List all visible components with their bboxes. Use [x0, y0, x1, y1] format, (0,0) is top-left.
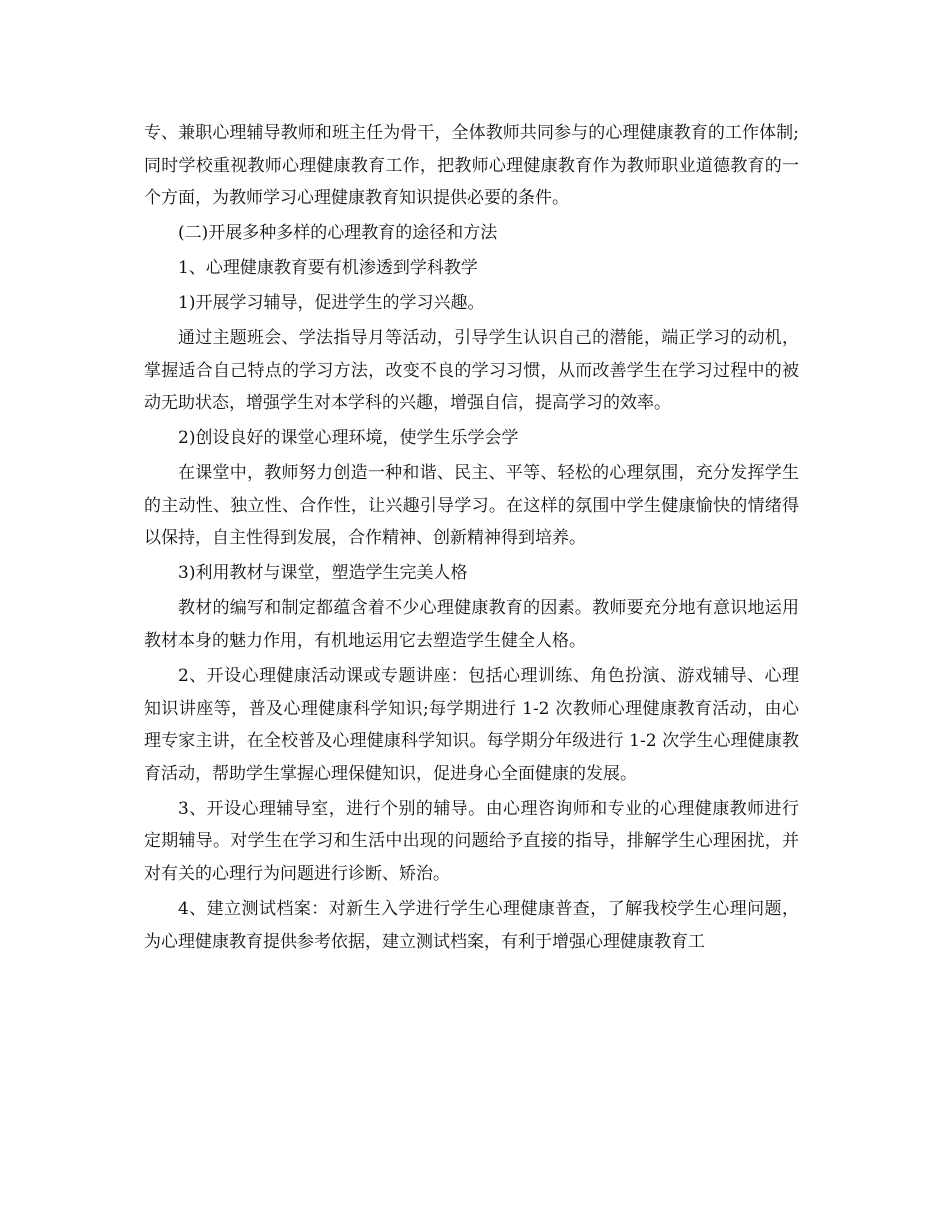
paragraph: 教材的编写和制定都蕴含着不少心理健康教育的因素。教师要充分地有意识地运用教材本身的魅力作用，有机地运用它去塑造学生健全人格。: [144, 598, 799, 652]
paragraph: 4、建立测试档案：对新生入学进行学生心理健康普查，了解我校学生心理问题，为心理健康教育提供参考依据，建立测试档案，有利于增强心理健康教育工: [144, 898, 799, 952]
paragraph: 2、开设心理健康活动课或专题讲座：包括心理训练、角色扮演、游戏辅导、心理知识讲座等，普及心理健康科学知识;每学期进行 1-2 次教师心理健康教育活动，由心理专家主讲，在全校普及心理健康科学知识。每学期分年级进行 1-2 次学生心理健康教育活动，帮助学生掌握心理保健知识，促进身心全面健康的发展。: [144, 666, 799, 784]
paragraph: 通过主题班会、学法指导月等活动，引导学生认识自己的潜能，端正学习的动机，掌握适合自己特点的学习方法，改变不良的学习习惯，从而改善学生在学习过程中的被动无助状态，增强学生对本学科的兴趣，增强自信，提高学习的效率。: [144, 328, 799, 414]
paragraph: 在课堂中，教师努力创造一种和谐、民主、平等、轻松的心理氛围，充分发挥学生的主动性、独立性、合作性，让兴趣引导学习。在这样的氛围中学生健康愉快的情绪得以保持，自主性得到发展，合作精神、创新精神得到培养。: [144, 463, 799, 549]
item-heading: 3)利用教材与课堂，塑造学生完美人格: [178, 563, 468, 584]
section-heading: (二)开展多种多样的心理教育的途径和方法: [178, 223, 498, 244]
item-heading: 2)创设良好的课堂心理环境，使学生乐学会学: [178, 428, 519, 449]
paragraph: 专、兼职心理辅导教师和班主任为骨干，全体教师共同参与的心理健康教育的工作体制;同时学校重视教师心理健康教育工作，把教师心理健康教育作为教师职业道德教育的一个方面，为教师学习心理健康教育知识提供必要的条件。: [144, 123, 799, 209]
item-heading: 1)开展学习辅导，促进学生的学习兴趣。: [178, 293, 485, 314]
document-body: [144, 117, 799, 961]
paragraph: 3、开设心理辅导室，进行个别的辅导。由心理咨询师和专业的心理健康教师进行定期辅导。对学生在学习和生活中出现的问题给予直接的指导，排解学生心理困扰，并对有关的心理行为问题进行诊断、矫治。: [144, 798, 799, 884]
subsection-heading: 1、心理健康教育要有机渗透到学科教学: [178, 258, 478, 279]
